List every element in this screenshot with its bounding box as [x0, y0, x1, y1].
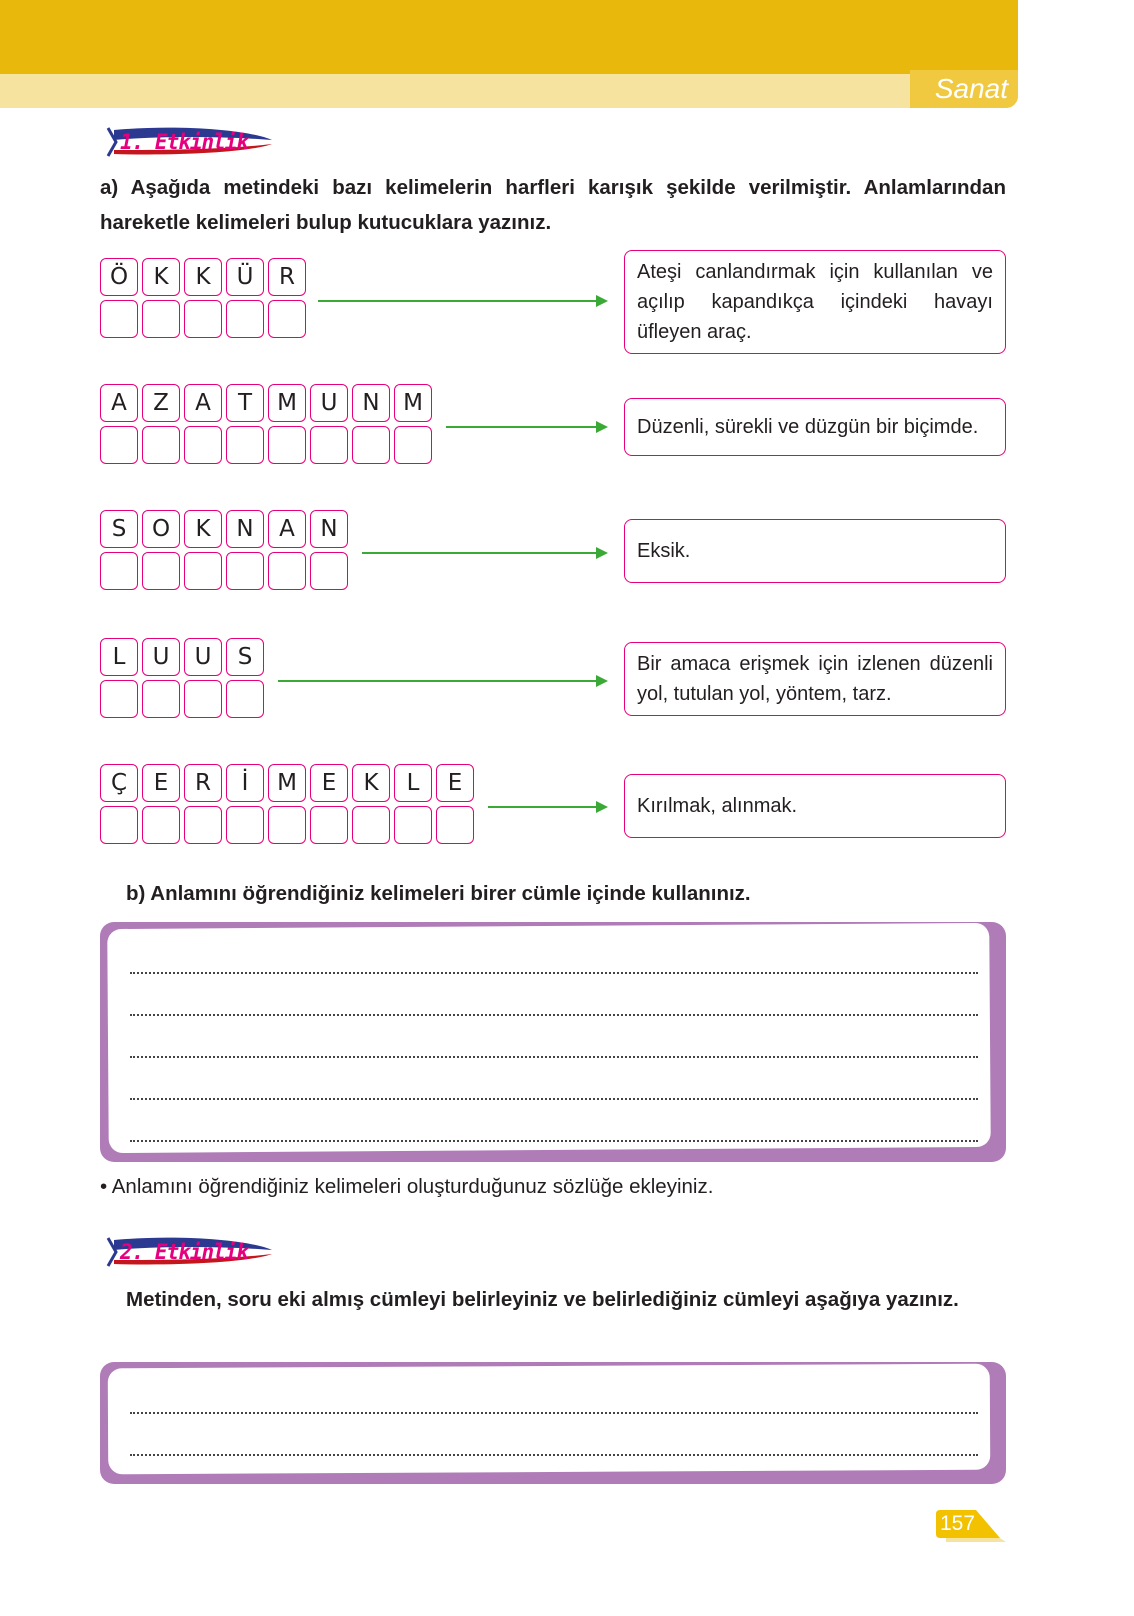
answer-cell[interactable]	[268, 426, 306, 464]
letter-cell: M	[268, 764, 306, 802]
connector-arrow	[318, 300, 606, 302]
letter-cell: N	[352, 384, 390, 422]
answer-cell[interactable]	[142, 426, 180, 464]
answer-cell[interactable]	[310, 426, 348, 464]
letter-cell: K	[142, 258, 180, 296]
answer-cell[interactable]	[394, 806, 432, 844]
letter-cell: E	[310, 764, 348, 802]
dictionary-note: • Anlamını öğrendiğiniz kelimeleri oluşturduğunuz sözlüğe ekleyiniz.	[100, 1175, 714, 1198]
answer-cell[interactable]	[184, 806, 222, 844]
letter-cell: A	[184, 384, 222, 422]
letter-cell: İ	[226, 764, 264, 802]
letter-cell: A	[268, 510, 306, 548]
writing-line[interactable]	[130, 1120, 978, 1142]
answer-cell[interactable]	[142, 806, 180, 844]
connector-arrow	[278, 680, 606, 682]
page-number-badge	[936, 1510, 996, 1546]
letter-cell: U	[310, 384, 348, 422]
answer-cell[interactable]	[184, 680, 222, 718]
letter-cell: O	[142, 510, 180, 548]
answer-cell[interactable]	[184, 426, 222, 464]
answer-cell[interactable]	[436, 806, 474, 844]
letter-cell: R	[184, 764, 222, 802]
writing-line[interactable]	[130, 1078, 978, 1100]
header-subband	[0, 74, 1018, 108]
letter-cell: Z	[142, 384, 180, 422]
instruction-a: a) Aşağıda metindeki bazı kelimelerin harfleri karışık şekilde verilmiştir. Anlamlarından hareketle kelimeleri bulup kutucuklara yazınız.	[100, 176, 1006, 234]
answer-cell[interactable]	[142, 300, 180, 338]
activity1-label: 1. Etkinlik	[100, 124, 280, 160]
activity2-label: 2. Etkinlik	[100, 1234, 280, 1270]
answer-cell[interactable]	[226, 680, 264, 718]
letter-cell: R	[268, 258, 306, 296]
letter-cell: M	[268, 384, 306, 422]
definition-box: Bir amaca erişmek için izlenen düzenli yol, tutulan yol, yöntem, tarz.	[624, 642, 1006, 716]
answer-cell[interactable]	[352, 806, 390, 844]
answer-cell[interactable]	[352, 426, 390, 464]
answer-cell[interactable]	[100, 426, 138, 464]
writing-line[interactable]	[130, 1434, 978, 1456]
letter-cell: L	[394, 764, 432, 802]
letter-cell: N	[226, 510, 264, 548]
writing-line[interactable]	[130, 994, 978, 1016]
letter-cell: N	[310, 510, 348, 548]
answer-cell[interactable]	[226, 426, 264, 464]
answer-cell[interactable]	[142, 552, 180, 590]
answer-cell[interactable]	[100, 680, 138, 718]
answer-cell[interactable]	[268, 552, 306, 590]
connector-arrow	[488, 806, 606, 808]
letter-cell: S	[226, 638, 264, 676]
writing-line[interactable]	[130, 1392, 978, 1414]
answer-cell[interactable]	[226, 300, 264, 338]
letter-cell: U	[184, 638, 222, 676]
answer-cell[interactable]	[310, 806, 348, 844]
letter-cell: Ü	[226, 258, 264, 296]
page-number: 157	[940, 1512, 976, 1535]
answer-cell[interactable]	[184, 300, 222, 338]
letter-cell: U	[142, 638, 180, 676]
definition-box: Ateşi canlandırmak için kullanılan ve açılıp kapandıkça içindeki havayı üfleyen araç.	[624, 250, 1006, 354]
letter-cell: K	[184, 510, 222, 548]
answer-cell[interactable]	[226, 806, 264, 844]
answer-cell[interactable]	[100, 300, 138, 338]
letter-cell: S	[100, 510, 138, 548]
writing-line[interactable]	[130, 952, 978, 974]
letter-cell: A	[100, 384, 138, 422]
connector-arrow	[446, 426, 606, 428]
answer-cell[interactable]	[100, 806, 138, 844]
answer-cell[interactable]	[184, 552, 222, 590]
answer-cell[interactable]	[100, 552, 138, 590]
definition-box: Kırılmak, alınmak.	[624, 774, 1006, 838]
answer-cell[interactable]	[268, 300, 306, 338]
letter-cell: L	[100, 638, 138, 676]
answer-cell[interactable]	[310, 552, 348, 590]
letter-cell: T	[226, 384, 264, 422]
letter-cell: Ç	[100, 764, 138, 802]
answer-cell[interactable]	[142, 680, 180, 718]
definition-box: Eksik.	[624, 519, 1006, 583]
answer-cell[interactable]	[268, 806, 306, 844]
activity2-instruction: Metinden, soru eki almış cümleyi belirleyiniz ve belirlediğiniz cümleyi aşağıya yazınız.	[126, 1288, 959, 1311]
letter-cell: K	[184, 258, 222, 296]
letter-cell: E	[142, 764, 180, 802]
letter-cell: Ö	[100, 258, 138, 296]
connector-arrow	[362, 552, 606, 554]
writing-line[interactable]	[130, 1036, 978, 1058]
subject-title: Sanat	[910, 70, 1018, 108]
answer-cell[interactable]	[226, 552, 264, 590]
writing-paper-2	[108, 1364, 991, 1475]
definition-box: Düzenli, sürekli ve düzgün bir biçimde.	[624, 398, 1006, 456]
answer-cell[interactable]	[394, 426, 432, 464]
letter-cell: M	[394, 384, 432, 422]
letter-cell: E	[436, 764, 474, 802]
header-band	[0, 0, 1018, 74]
letter-cell: K	[352, 764, 390, 802]
instruction-b: b) Anlamını öğrendiğiniz kelimeleri birer cümle içinde kullanınız.	[126, 882, 751, 905]
